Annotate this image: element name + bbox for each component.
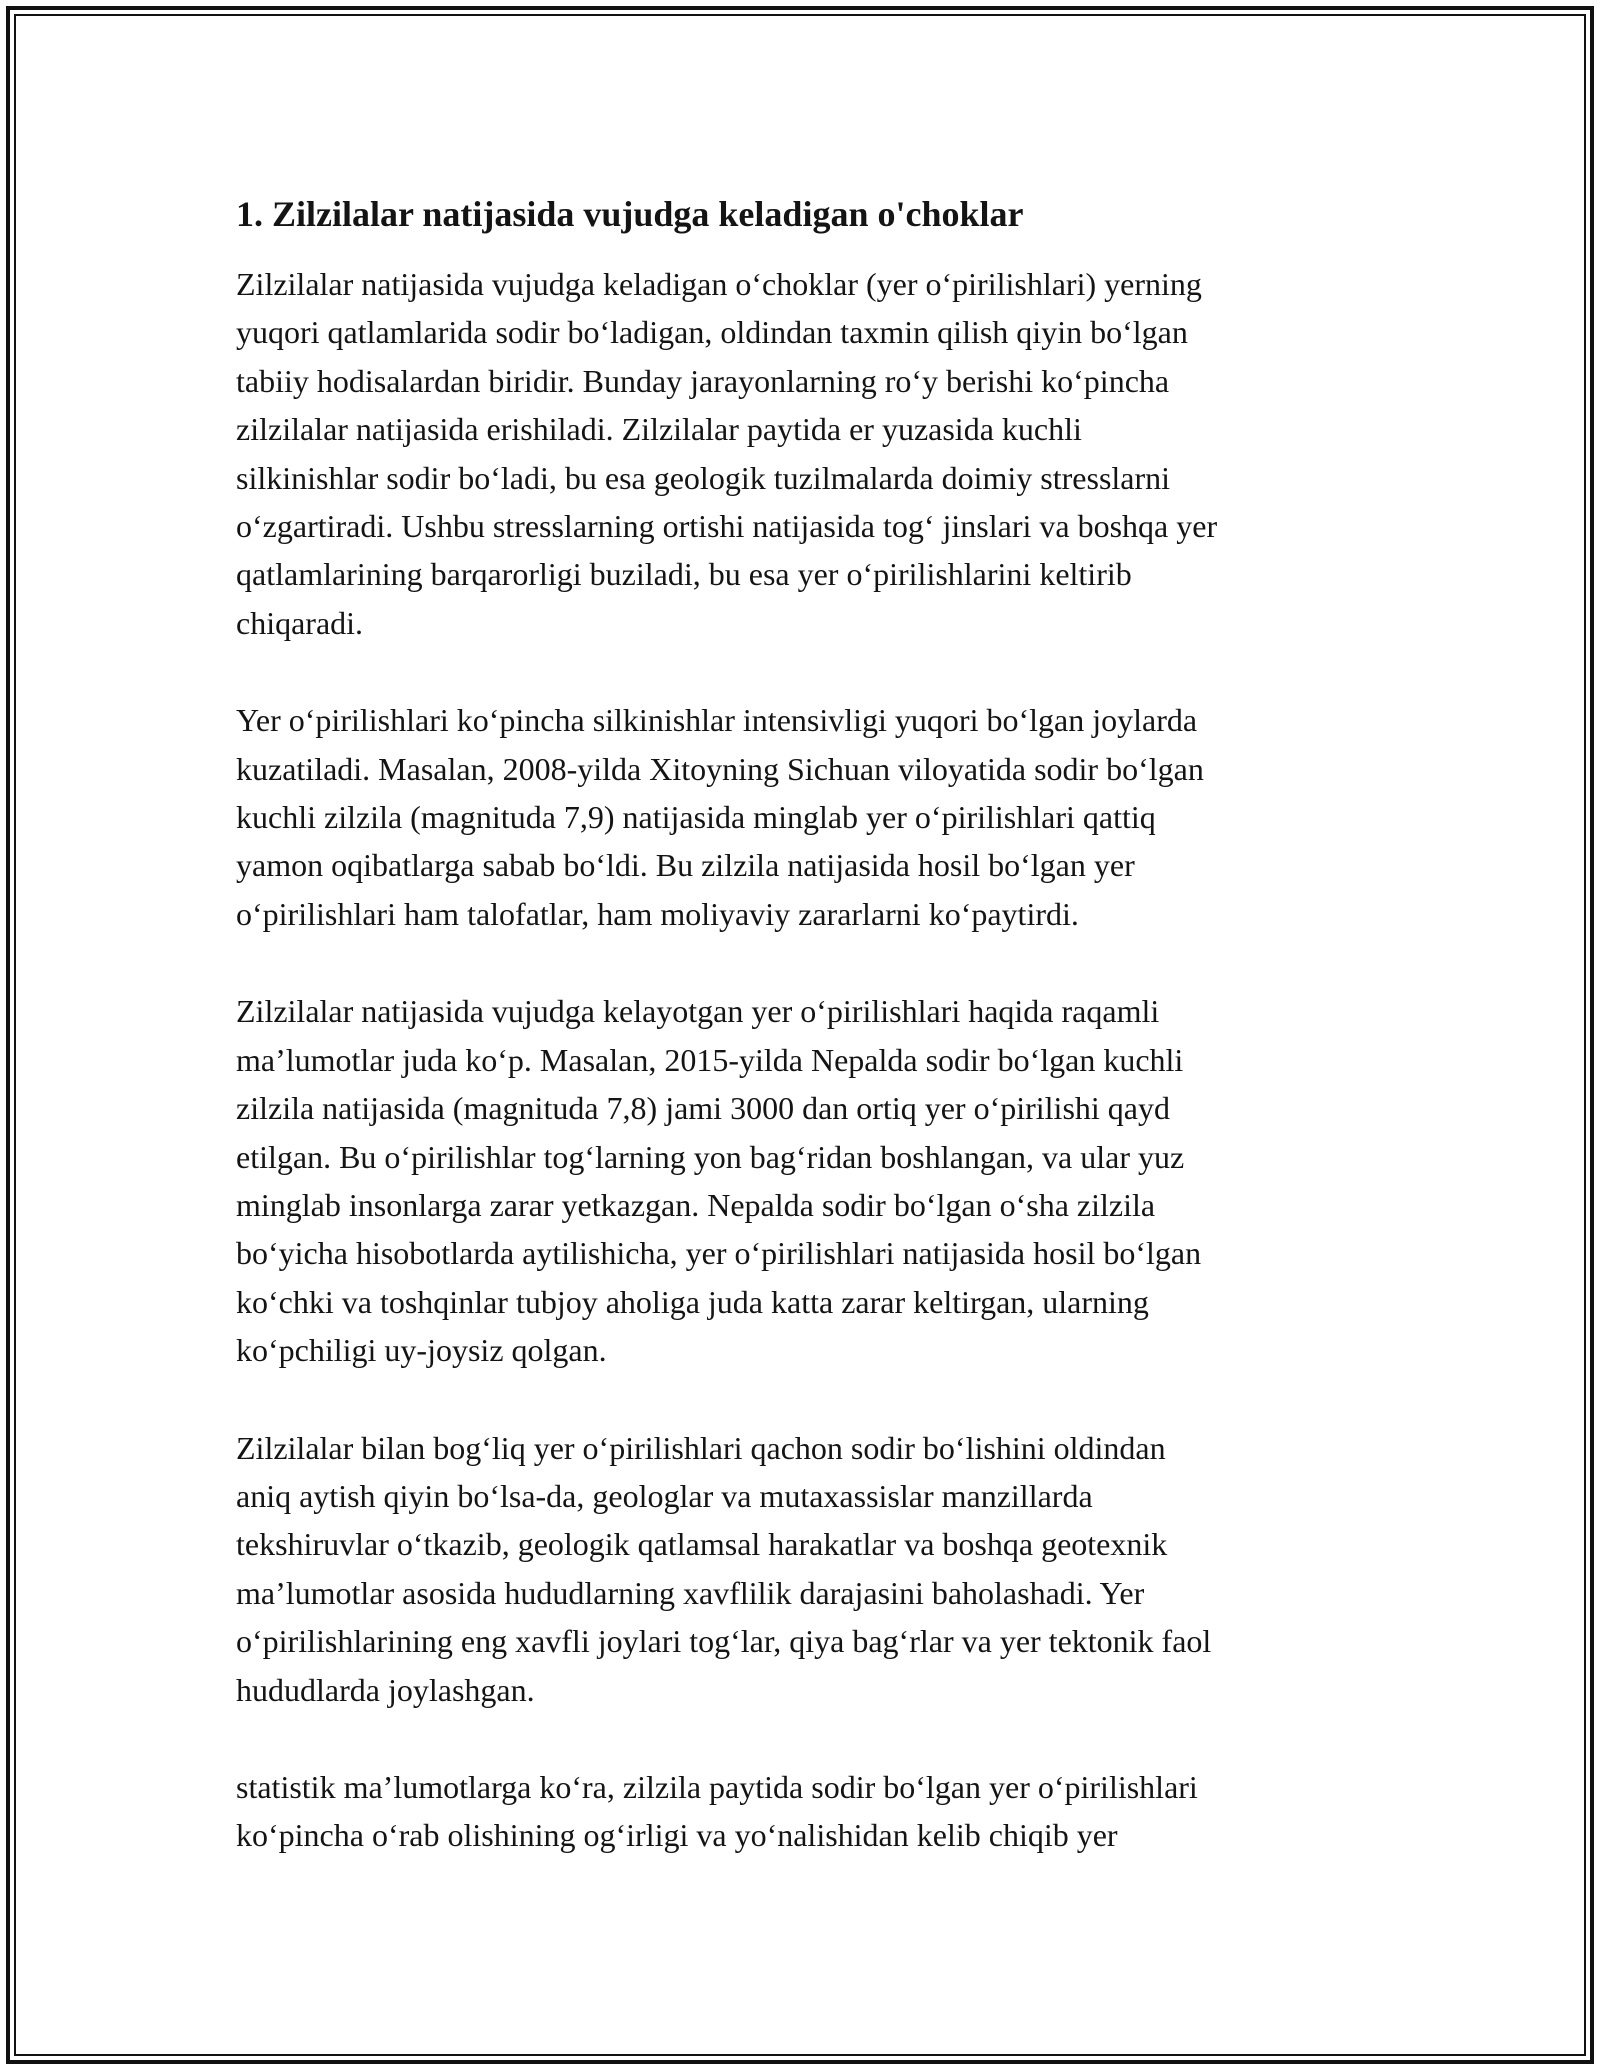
paragraph-1: Zilzilalar natijasida vujudga keladigan o‘choklar (yer o‘pirilishlari) yerning yuqori qatlamlarida sodir bo‘ladigan, oldindan taxmin qilish qiyin bo‘lgan tabiiy hodisalardan biridir. Bunday jarayonlarning ro‘y berishi ko‘pincha zilzilalar natijasida erishiladi. Zilzilalar paytida er yuzasida kuchli silkinishlar sodir bo‘ladi, bu esa geologik tuzilmalarda doimiy stresslarni o‘zgartiradi. Ushbu stresslarning ortishi natijasida tog‘ jinslari va boshqa yer qatlamlarining barqarorligi buziladi, bu esa yer o‘pirilishlarini keltirib chiqaradi. — [236, 266, 1218, 641]
paragraph-5: statistik ma’lumotlarga ko‘ra, zilzila paytida sodir bo‘lgan yer o‘pirilishlari ko‘pincha o‘rab olishining og‘irligi va yo‘nalishidan kelib chiqib yer — [236, 1768, 1198, 1854]
paragraph-4: Zilzilalar bilan bog‘liq yer o‘pirilishlari qachon sodir bo‘lishini oldindan aniq aytish qiyin bo‘lsa-da, geologlar va mutaxassislar manzillarda tekshiruvlar o‘tkazib, geologik qatlamsal harakatlar va boshqa geotexnik ma’lumotlar asosida hududlarning xavflilik darajasini baholashadi. Yer o‘pirilishlarining eng xavfli joylari tog‘lar, qiya bag‘rlar va yer tektonik faol hududlarda joylashgan. — [236, 1429, 1212, 1708]
document-body — [236, 184, 1376, 1860]
section-heading: 1. Zilzilalar natijasida vujudga keladigan o'choklar — [236, 194, 1024, 234]
paragraph-3: Zilzilalar natijasida vujudga kelayotgan yer o‘pirilishlari haqida raqamli ma’lumotlar juda ko‘p. Masalan, 2015-yilda Nepalda sodir bo‘lgan kuchli zilzila natijasida (magnituda 7,8) jami 3000 dan ortiq yer o‘pirilishi qayd etilgan. Bu o‘pirilishlar tog‘larning yon bag‘ridan boshlangan, va ular yuz minglab insonlarga zarar yetkazgan. Nepalda sodir bo‘lgan o‘sha zilzila bo‘yicha hisobotlarda aytilishicha, yer o‘pirilishlari natijasida hosil bo‘lgan ko‘chki va toshqinlar tubjoy aholiga juda katta zarar keltirgan, ularning ko‘pchiligi uy-joysiz qolgan. — [236, 993, 1202, 1369]
paragraph-2: Yer o‘pirilishlari ko‘pincha silkinishlar intensivligi yuqori bo‘lgan joylarda kuzatiladi. Masalan, 2008-yilda Xitoyning Sichuan viloyatida sodir bo‘lgan kuchli zilzila (magnituda 7,9) natijasida minglab yer o‘pirilishlari qattiq yamon oqibatlarga sabab bo‘ldi. Bu zilzila natijasida hosil bo‘lgan yer o‘pirilishlari ham talofatlar, ham moliyaviy zararlarni ko‘paytirdi. — [236, 702, 1204, 932]
